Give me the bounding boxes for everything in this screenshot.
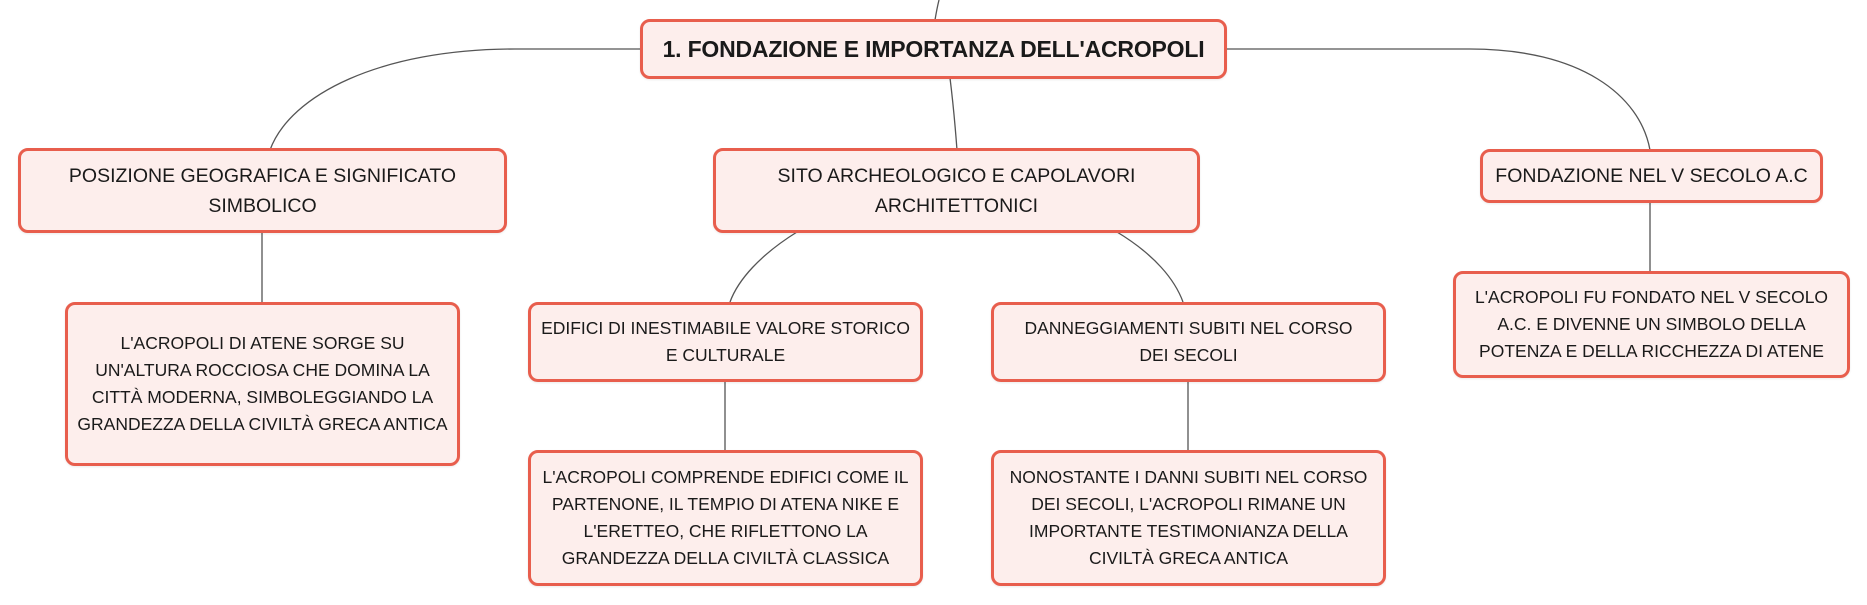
connector-root-parent — [935, 0, 939, 20]
detail-edifici-valore[interactable] — [528, 450, 923, 586]
topic-fondazione-v-secolo-label: FONDAZIONE NEL V SECOLO A.C — [1495, 165, 1808, 187]
topic-danneggiamenti[interactable] — [991, 302, 1386, 382]
detail-danneggiamenti-text: NONOSTANTE I DANNI SUBITI NEL CORSO DEI SECOLI, L'ACROPOLI RIMANE UN IMPORTANTE TESTIMONIANZA DELLA CIVILTÀ GRECA ANTICA — [1009, 467, 1368, 568]
detail-edifici-valore-text: L'ACROPOLI COMPRENDE EDIFICI COME IL PARTENONE, IL TEMPIO DI ATENA NIKE E L'ERETTEO, CHE RIFLETTONO LA GRANDEZZA DELLA CIVILTÀ CLASSICA — [542, 467, 909, 568]
topic-posizione-geografica-label: POSIZIONE GEOGRAFICA E SIGNIFICATO SIMBOLICO — [68, 164, 457, 217]
topic-posizione-geografica[interactable] — [18, 148, 507, 233]
topic-edifici-valore-label: EDIFICI DI INESTIMABILE VALORE STORICO E CULTURALE — [541, 318, 910, 365]
topic-danneggiamenti-label: DANNEGGIAMENTI SUBITI NEL CORSO DEI SECOLI — [1024, 318, 1353, 365]
detail-danneggiamenti[interactable] — [991, 450, 1386, 586]
topic-fondazione-v-secolo[interactable] — [1480, 149, 1823, 203]
topic-edifici-valore[interactable] — [528, 302, 923, 382]
root-topic-label: 1. FONDAZIONE E IMPORTANZA DELL'ACROPOLI — [662, 35, 1205, 62]
root-topic[interactable] — [640, 19, 1227, 79]
connector-root-fondazione — [1225, 49, 1650, 150]
detail-fondazione-v-secolo-text: L'ACROPOLI FU FONDATO NEL V SECOLO A.C. E DIVENNE UN SIMBOLO DELLA POTENZA E DELLA RICCHEZZA DI ATENE — [1474, 287, 1829, 361]
topic-sito-archeologico[interactable] — [713, 148, 1200, 233]
detail-fondazione-v-secolo[interactable] — [1453, 271, 1850, 378]
connector-sito-danni — [1117, 232, 1183, 302]
connector-sito-edifici — [730, 232, 797, 302]
detail-posizione-geografica-text: L'ACROPOLI DI ATENE SORGE SU UN'ALTURA ROCCIOSA CHE DOMINA LA CITTÀ MODERNA, SIMBOLEGGIANDO LA GRANDEZZA DELLA CIVILTÀ GRECA ANTICA — [77, 333, 448, 434]
topic-sito-archeologico-label: SITO ARCHEOLOGICO E CAPOLAVORI ARCHITETTONICI — [777, 164, 1136, 217]
detail-posizione-geografica[interactable] — [65, 302, 460, 466]
connector-root-posizione — [270, 49, 642, 150]
connector-root-sito — [950, 78, 957, 150]
